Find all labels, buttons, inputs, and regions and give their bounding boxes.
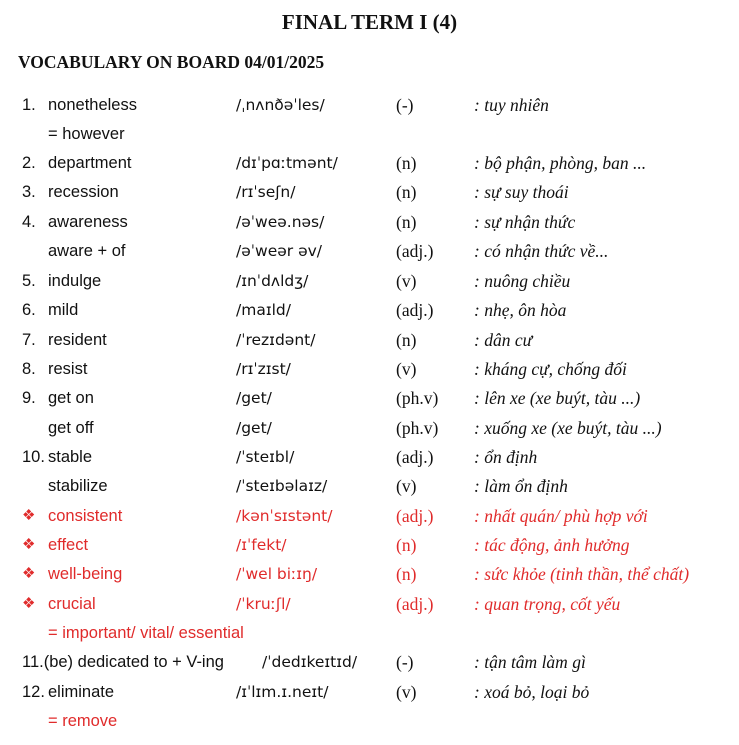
- vocab-word: stabilize: [48, 477, 108, 495]
- part-of-speech: (n): [396, 212, 417, 232]
- vocab-word: recession: [48, 183, 119, 201]
- pronunciation: /get/: [236, 389, 272, 407]
- meaning: : làm ổn định: [474, 476, 568, 496]
- list-item: [0, 355, 739, 384]
- pronunciation: /ˈsteɪbəlaɪz/: [236, 477, 328, 495]
- part-of-speech: (adj.): [396, 447, 434, 467]
- part-of-speech: (-): [396, 95, 414, 115]
- meaning: : dân cư: [474, 330, 533, 350]
- item-number: 10.: [22, 448, 45, 466]
- list-item: [0, 560, 739, 589]
- pronunciation: /dɪˈpɑːtmənt/: [236, 154, 338, 172]
- pronunciation: /əˈweər əv/: [236, 242, 322, 260]
- diamond-bullet-icon: ❖: [22, 537, 36, 553]
- item-number: 7.: [22, 331, 36, 349]
- vocab-word: awareness: [48, 213, 128, 231]
- meaning: : sự suy thoái: [474, 182, 569, 202]
- pronunciation: /ɪˈlɪm.ɪ.neɪt/: [236, 683, 329, 701]
- item-number: 3.: [22, 183, 36, 201]
- list-item: [0, 267, 739, 296]
- vocab-synonym: = however: [48, 125, 125, 143]
- meaning: : nhẹ, ôn hòa: [474, 300, 567, 320]
- vocab-word: aware + of: [48, 242, 126, 260]
- part-of-speech: (adj.): [396, 241, 434, 261]
- vocab-word: consistent: [48, 507, 123, 525]
- diamond-bullet-icon: ❖: [22, 596, 36, 612]
- item-number: 1.: [22, 96, 36, 114]
- meaning: : tuy nhiên: [474, 95, 549, 115]
- list-item: [0, 443, 739, 472]
- pronunciation: /rɪˈzɪst/: [236, 360, 291, 378]
- vocab-word: eliminate: [48, 683, 115, 701]
- meaning: : kháng cự, chống đối: [474, 359, 627, 379]
- list-item: [0, 326, 739, 355]
- pronunciation: /ɪnˈdʌldʒ/: [236, 272, 309, 290]
- vocab-word: department: [48, 154, 132, 172]
- item-number: 8.: [22, 360, 36, 378]
- list-item: [0, 384, 739, 413]
- meaning: : quan trọng, cốt yếu: [474, 594, 621, 614]
- meaning: : lên xe (xe buýt, tàu ...): [474, 388, 641, 408]
- part-of-speech: (n): [396, 182, 417, 202]
- list-item: [0, 531, 739, 560]
- item-number: 9.: [22, 389, 36, 407]
- item-number: 4.: [22, 213, 36, 231]
- pronunciation: /əˈweə.nəs/: [236, 213, 325, 231]
- list-item: [0, 120, 739, 149]
- pronunciation: /ˈkruːʃl/: [236, 595, 291, 613]
- vocab-word: well-being: [48, 565, 123, 583]
- list-item: [0, 208, 739, 237]
- meaning: : tận tâm làm gì: [474, 652, 586, 672]
- pronunciation: /kənˈsɪstənt/: [236, 507, 333, 525]
- part-of-speech: (-): [396, 652, 414, 672]
- list-item: [0, 237, 739, 266]
- pronunciation: /ˈsteɪbl/: [236, 448, 295, 466]
- list-item: [0, 707, 739, 736]
- section-subtitle: VOCABULARY ON BOARD 04/01/2025: [18, 52, 325, 72]
- vocab-word: crucial: [48, 595, 96, 613]
- vocab-word: stable: [48, 448, 93, 466]
- vocab-word: effect: [48, 536, 89, 554]
- list-item: [0, 678, 739, 707]
- meaning: : có nhận thức về...: [474, 241, 609, 261]
- vocab-word: get on: [48, 389, 94, 407]
- meaning: : xoá bỏ, loại bỏ: [474, 682, 590, 702]
- pronunciation: /maɪld/: [236, 301, 291, 319]
- list-item: [0, 619, 739, 648]
- part-of-speech: (v): [396, 271, 417, 291]
- list-item: [0, 91, 739, 120]
- part-of-speech: (adj.): [396, 506, 434, 526]
- item-number: 6.: [22, 301, 36, 319]
- vocab-word: resident: [48, 331, 107, 349]
- vocab-word: resist: [48, 360, 88, 378]
- part-of-speech: (n): [396, 535, 417, 555]
- pronunciation: /ˈdedɪkeɪtɪd/: [262, 653, 358, 671]
- meaning: : xuống xe (xe buýt, tàu ...): [474, 418, 662, 438]
- page-title: FINAL TERM I (4): [281, 10, 458, 34]
- meaning: : sức khỏe (tinh thần, thể chất): [474, 564, 690, 584]
- meaning: : sự nhận thức: [474, 212, 576, 232]
- pronunciation: /ˈrezɪdənt/: [236, 331, 316, 349]
- pronunciation: /get/: [236, 419, 272, 437]
- vocab-word: nonetheless: [48, 96, 137, 114]
- item-number: 5.: [22, 272, 36, 290]
- list-item: [0, 414, 739, 443]
- part-of-speech: (adj.): [396, 594, 434, 614]
- part-of-speech: (ph.v): [396, 388, 439, 408]
- item-number: 2.: [22, 154, 36, 172]
- vocab-word: get off: [48, 419, 94, 437]
- meaning: : nhất quán/ phù hợp với: [474, 506, 648, 526]
- part-of-speech: (adj.): [396, 300, 434, 320]
- pronunciation: /ɪˈfekt/: [236, 536, 287, 554]
- diamond-bullet-icon: ❖: [22, 566, 36, 582]
- list-item: [0, 590, 739, 619]
- part-of-speech: (v): [396, 359, 417, 379]
- part-of-speech: (n): [396, 330, 417, 350]
- meaning: : ổn định: [474, 447, 538, 467]
- list-item: [0, 149, 739, 178]
- part-of-speech: (v): [396, 476, 417, 496]
- pronunciation: /ˈwel biːɪŋ/: [236, 565, 318, 583]
- vocab-word: 11.(be) dedicated to + V-ing: [22, 653, 224, 671]
- vocab-synonym: = remove: [48, 712, 118, 730]
- pronunciation: /ˌnʌnðəˈles/: [236, 96, 325, 114]
- vocab-word: indulge: [48, 272, 102, 290]
- part-of-speech: (ph.v): [396, 418, 439, 438]
- part-of-speech: (n): [396, 153, 417, 173]
- list-item: [0, 502, 739, 531]
- vocab-synonym: = important/ vital/ essential: [48, 624, 244, 642]
- meaning: : tác động, ảnh hưởng: [474, 535, 630, 555]
- meaning: : nuông chiều: [474, 271, 571, 291]
- part-of-speech: (n): [396, 564, 417, 584]
- list-item: [0, 296, 739, 325]
- part-of-speech: (v): [396, 682, 417, 702]
- diamond-bullet-icon: ❖: [22, 508, 36, 524]
- list-item: [0, 472, 739, 501]
- meaning: : bộ phận, phòng, ban ...: [474, 153, 647, 173]
- vocab-word: mild: [48, 301, 79, 319]
- list-item: [0, 178, 739, 207]
- item-number: 12.: [22, 683, 45, 701]
- list-item: [0, 648, 739, 677]
- pronunciation: /rɪˈseʃn/: [236, 183, 296, 201]
